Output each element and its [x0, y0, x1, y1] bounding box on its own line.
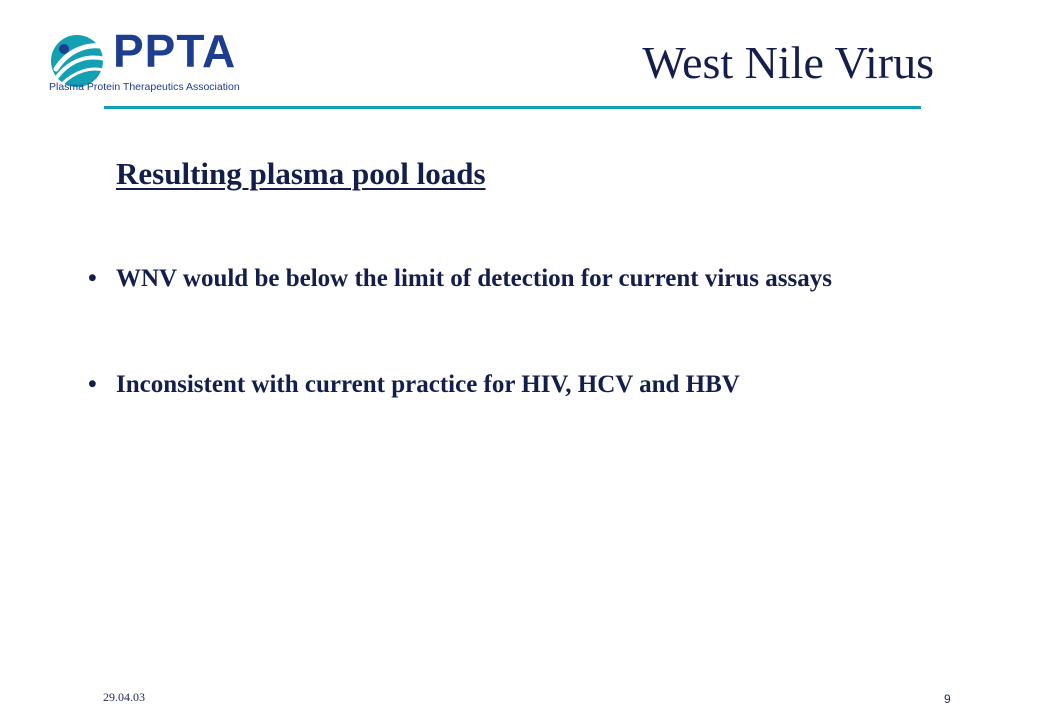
ppta-logo	[47, 25, 262, 98]
title-divider	[104, 106, 921, 109]
bullet-icon: •	[88, 371, 97, 398]
logo-tagline: Plasma Protein Therapeutics Association	[49, 81, 240, 93]
bullet-icon: •	[88, 265, 97, 292]
page-number: 9	[944, 692, 951, 706]
logo-wordmark: PPTA	[113, 25, 237, 77]
bullet-text: Inconsistent with current practice for HIV, HCV and HBV	[116, 371, 740, 398]
slide-title: West Nile Virus	[642, 37, 934, 88]
bullet-item	[88, 262, 848, 296]
bullet-item	[88, 368, 848, 402]
bullet-text: WNV would be below the limit of detection for current virus assays	[116, 265, 832, 292]
footer-date: 29.04.03	[103, 690, 145, 704]
bullet-list	[88, 262, 848, 402]
slide-subtitle: Resulting plasma pool loads	[116, 156, 486, 191]
